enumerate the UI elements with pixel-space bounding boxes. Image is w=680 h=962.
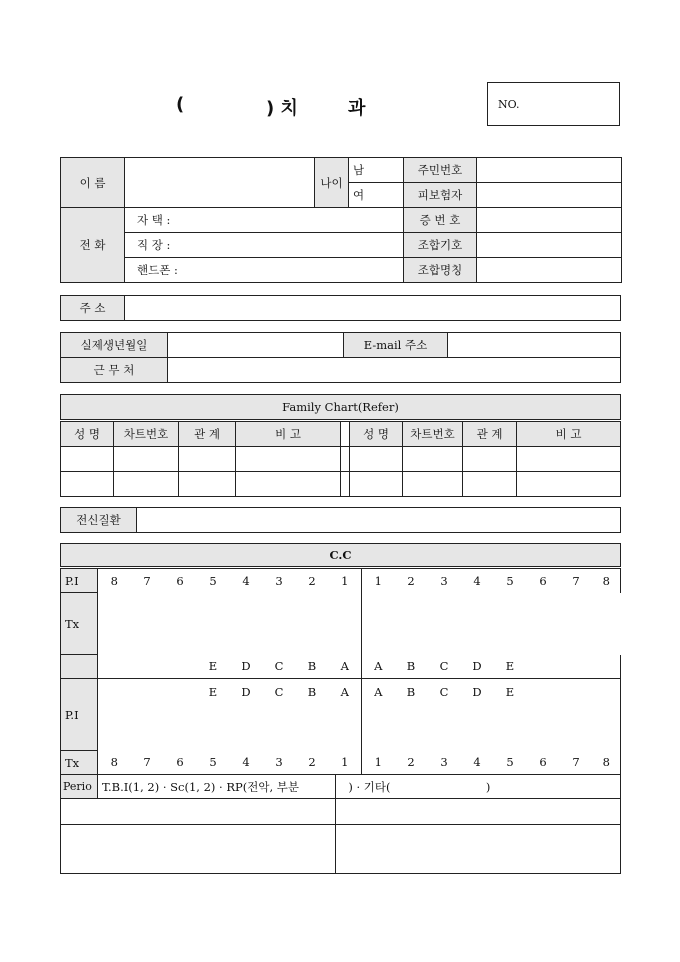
tooth-ul-3[interactable]: 3 (275, 573, 283, 588)
title-open-paren: ( (176, 94, 185, 115)
tooth-ur-C[interactable]: C (439, 659, 449, 674)
pi-lower-left-end[interactable] (329, 705, 362, 751)
workplace-label: 근 무 처 (61, 358, 168, 383)
family-col-name-right: 성 명 (350, 421, 403, 447)
notes-table (60, 774, 621, 874)
family-divider (341, 472, 350, 497)
systemic-field[interactable] (137, 508, 621, 533)
family-col-note-left: 비 고 (236, 421, 341, 447)
tooth-lr-B[interactable]: B (395, 679, 428, 705)
family-cell[interactable] (61, 447, 114, 472)
resident-no-field[interactable] (477, 158, 622, 183)
tx-upper-left-end[interactable] (329, 593, 362, 655)
address-table (60, 295, 621, 321)
title-chi: 치 (280, 98, 298, 119)
birth-email-table (60, 332, 621, 383)
clinic-title (176, 94, 184, 115)
empty-cell (560, 655, 593, 679)
union-name-field[interactable] (477, 258, 622, 283)
tooth-ur-7[interactable]: 7 (572, 573, 580, 588)
family-divider (341, 421, 350, 447)
tooth-lr-4[interactable]: 4 (473, 755, 481, 770)
family-col-relation-left: 관 계 (179, 421, 236, 447)
family-cell[interactable] (114, 472, 179, 497)
dental-chart-table (60, 543, 621, 799)
tooth-ur-D[interactable]: D (472, 659, 482, 674)
tooth-ur-8[interactable]: 8 (593, 568, 621, 593)
family-col-name-left: 성 명 (61, 421, 114, 447)
perio-close: ) (485, 779, 491, 794)
tx-label-lower: Tx (61, 751, 98, 775)
perio-other: ) · 기타( (348, 779, 391, 794)
family-divider (341, 447, 350, 472)
tooth-ll-7[interactable]: 7 (143, 755, 151, 770)
tooth-ul-C[interactable]: C (274, 659, 284, 674)
tooth-ll-3[interactable]: 3 (275, 755, 283, 770)
tooth-ll-C[interactable]: C (263, 679, 296, 705)
family-cell[interactable] (403, 447, 463, 472)
family-cell[interactable] (350, 472, 403, 497)
tooth-lr-6[interactable]: 6 (539, 755, 547, 770)
empty-cell (131, 679, 164, 705)
tooth-ur-5[interactable]: 5 (506, 573, 514, 588)
family-cell[interactable] (517, 447, 621, 472)
address-label: 주 소 (61, 296, 125, 321)
empty-cell (164, 655, 197, 679)
address-field[interactable] (125, 296, 621, 321)
family-cell[interactable] (236, 472, 341, 497)
home-phone-field[interactable]: 자 택 : (125, 208, 404, 233)
email-label: E-mail 주소 (344, 333, 448, 358)
empty-cell (98, 655, 131, 679)
work-phone-field[interactable]: 직 장 : (125, 233, 404, 258)
tooth-ur-1[interactable]: 1 (374, 573, 382, 588)
tooth-ur-6[interactable]: 6 (539, 573, 547, 588)
tooth-lr-5[interactable]: 5 (506, 755, 514, 770)
birthdate-field[interactable] (168, 333, 344, 358)
family-cell[interactable] (463, 472, 517, 497)
tooth-ll-8[interactable]: 8 (110, 755, 118, 770)
cert-no-label: 증 번 호 (404, 208, 477, 233)
chart-number-box[interactable] (487, 82, 620, 126)
union-name-label: 조합명칭 (404, 258, 477, 283)
tooth-ul-D[interactable]: D (241, 659, 251, 674)
cc-title: C.C (61, 544, 621, 568)
tooth-lr-C[interactable]: C (428, 679, 461, 705)
family-cell[interactable] (463, 447, 517, 472)
empty-cell (593, 655, 621, 679)
mobile-phone-field[interactable]: 핸드폰 : (125, 258, 404, 283)
title-close-paren: ) (266, 98, 275, 119)
tooth-ur-A[interactable]: A (374, 659, 383, 674)
resident-no-label: 주민번호 (404, 158, 477, 183)
tooth-lr-8[interactable]: 8 (593, 751, 621, 775)
tooth-lr-1[interactable]: 1 (374, 755, 382, 770)
female-option[interactable]: 여 (349, 183, 404, 208)
empty-cell (164, 679, 197, 705)
email-field[interactable] (448, 333, 621, 358)
tooth-lr-D[interactable]: D (461, 679, 494, 705)
name-label: 이 름 (61, 158, 125, 208)
family-cell[interactable] (179, 447, 236, 472)
pi-label-upper: P.I (61, 568, 98, 593)
tooth-ur-3[interactable]: 3 (440, 573, 448, 588)
empty-cell (527, 679, 560, 705)
no-label: NO. (498, 98, 520, 111)
family-col-note-right: 비 고 (517, 421, 621, 447)
pi-lower-left[interactable] (98, 705, 329, 751)
tooth-ul-6[interactable]: 6 (176, 573, 184, 588)
pi-tx-spacer (61, 655, 98, 679)
age-label: 나이 (315, 158, 349, 208)
tooth-lr-7[interactable]: 7 (572, 755, 580, 770)
male-option[interactable]: 남 (349, 158, 404, 183)
birthdate-label: 실제생년월일 (61, 333, 168, 358)
tooth-ur-2[interactable]: 2 (407, 573, 415, 588)
tooth-ll-D[interactable]: D (230, 679, 263, 705)
family-cell[interactable] (179, 472, 236, 497)
tooth-ul-B[interactable]: B (307, 659, 317, 674)
patient-info-table (60, 157, 622, 283)
tooth-lr-2[interactable]: 2 (407, 755, 415, 770)
systemic-disease-table (60, 507, 621, 533)
workplace-field[interactable] (168, 358, 621, 383)
tooth-ur-B[interactable]: B (406, 659, 416, 674)
family-cell[interactable] (350, 447, 403, 472)
note-box-4[interactable] (336, 825, 621, 874)
cert-no-field[interactable] (477, 208, 622, 233)
union-code-label: 조합기호 (404, 233, 477, 258)
tooth-ur-4[interactable]: 4 (473, 573, 481, 588)
empty-cell (98, 679, 131, 705)
family-cell[interactable] (61, 472, 114, 497)
tx-label-upper: Tx (61, 593, 98, 655)
tooth-ul-8[interactable]: 8 (110, 573, 118, 588)
tooth-lr-3[interactable]: 3 (440, 755, 448, 770)
family-cell[interactable] (403, 472, 463, 497)
family-chart-table (60, 394, 621, 497)
clinic-title-close (266, 94, 298, 120)
tooth-ll-6[interactable]: 6 (176, 755, 184, 770)
insured-field[interactable] (477, 183, 622, 208)
family-col-chartno-right: 차트번호 (403, 421, 463, 447)
title-gwa: 과 (348, 98, 366, 119)
tooth-ul-1[interactable]: 1 (329, 568, 362, 593)
systemic-label: 전신질환 (61, 508, 137, 533)
name-field[interactable] (125, 158, 315, 208)
tooth-lr-A[interactable]: A (362, 679, 395, 705)
tx-upper-right[interactable] (362, 593, 621, 655)
phone-label: 전 화 (61, 208, 125, 283)
note-box-1[interactable] (61, 775, 336, 825)
tooth-ul-A[interactable]: A (329, 655, 362, 679)
tx-upper-left[interactable] (98, 593, 329, 655)
pi-label-lower: P.I (61, 679, 98, 751)
perio-label: Perio (61, 775, 98, 799)
insured-label: 피보험자 (404, 183, 477, 208)
tooth-ul-7[interactable]: 7 (143, 573, 151, 588)
tooth-ll-B[interactable]: B (296, 679, 329, 705)
tooth-ur-E[interactable]: E (505, 659, 515, 674)
tooth-ll-1[interactable]: 1 (329, 751, 362, 775)
note-box-3[interactable] (61, 825, 336, 874)
family-cell[interactable] (236, 447, 341, 472)
note-box-2[interactable] (336, 775, 621, 825)
family-col-chartno-left: 차트번호 (114, 421, 179, 447)
empty-cell (593, 679, 621, 705)
pi-lower-right[interactable] (362, 705, 621, 751)
tooth-ul-5[interactable]: 5 (209, 573, 217, 588)
tooth-ll-E[interactable]: E (197, 679, 230, 705)
empty-cell (131, 655, 164, 679)
family-col-relation-right: 관 계 (463, 421, 517, 447)
tooth-ll-A[interactable]: A (329, 679, 362, 705)
empty-cell (560, 679, 593, 705)
tooth-ll-4[interactable]: 4 (242, 755, 250, 770)
family-chart-title: Family Chart(Refer) (61, 395, 621, 421)
empty-cell (527, 655, 560, 679)
tooth-ul-E[interactable]: E (208, 659, 218, 674)
family-cell[interactable] (517, 472, 621, 497)
tooth-ul-4[interactable]: 4 (242, 573, 250, 588)
tooth-ul-2[interactable]: 2 (308, 573, 316, 588)
tooth-lr-E[interactable]: E (494, 679, 527, 705)
union-code-field[interactable] (477, 233, 622, 258)
family-cell[interactable] (114, 447, 179, 472)
tooth-ll-5[interactable]: 5 (209, 755, 217, 770)
perio-text: T.B.I(1, 2) · Sc(1, 2) · RP(전악, 부분 (102, 779, 300, 794)
tooth-ll-2[interactable]: 2 (308, 755, 316, 770)
